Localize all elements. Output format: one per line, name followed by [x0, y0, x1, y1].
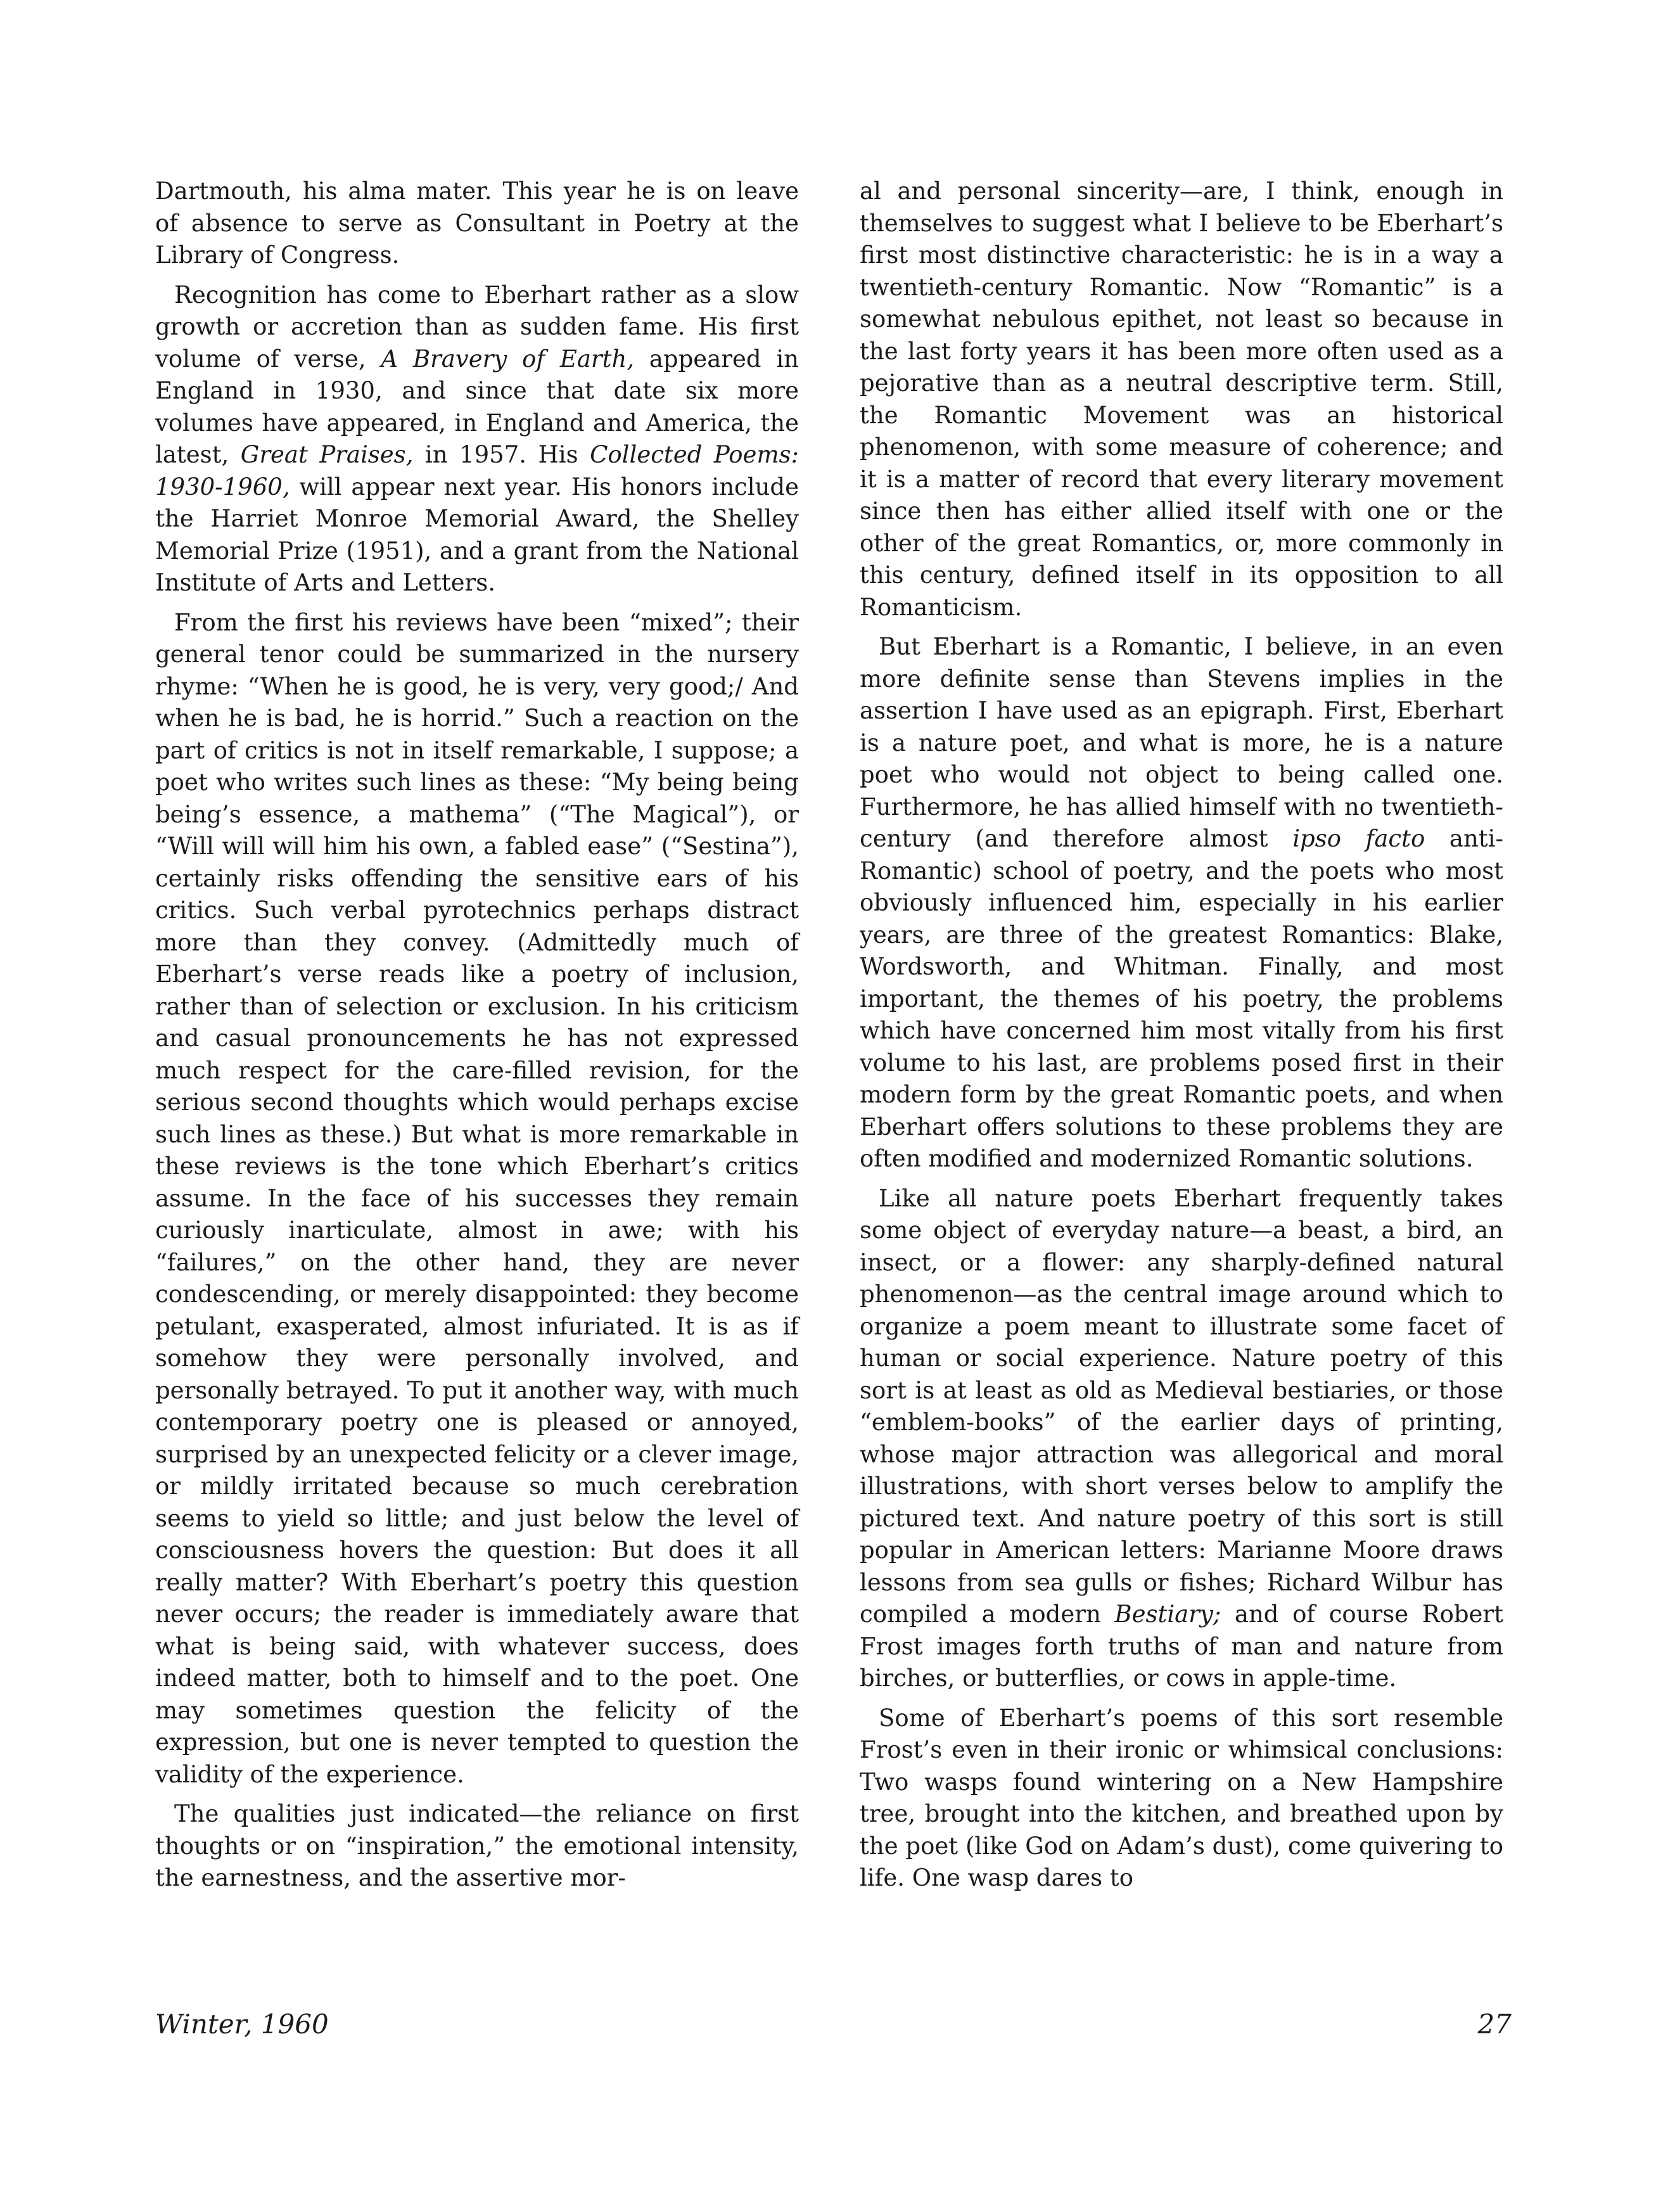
text-run: in 1957. His [413, 441, 590, 468]
text-run: But Eberhart is a Romantic, I believe, in an even more definite sense than Stevens implies in the assertion I have used as an epigraph. First, Eberhart is a nature poet, and what is more, he is a nature poet who would not object to being called one. Furthermore, he has allied himself with no twentieth-century (and therefore almost [860, 633, 1503, 852]
right-column [860, 176, 1503, 1902]
paragraph: The qualities just indicated—the reliance on first thoughts or on “inspiration,” the emotional intensity, the earnestness, and the assertive mor- [155, 1800, 799, 1891]
book-title: A Bravery of Earth, [381, 345, 635, 373]
text-run: will appear next year. His honors include the Harriet Monroe Memorial Award, the Shelley Memorial Prize (1951), and a grant from the National Institute of Arts and Letters. [155, 473, 799, 596]
paragraph: al and personal sincerity—are, I think, enough in themselves to suggest what I believe to be Eberhart’s first most distinctive characteristic: he is in a way a twentieth-century Romantic. Now “Romantic” is a somewhat nebulous epithet, not least so because in the last forty years it has been more often used as a pejorative than as a neutral descriptive term. Still, the Romantic Movement was an historical phenomenon, with some measure of coherence; and it is a matter of record that every literary movement since then has either allied itself with one or the other of the great Romantics, or, more commonly in this century, defined itself in its opposition to all Romanticism. [860, 177, 1503, 621]
text-run: Like all nature poets Eberhart frequently takes some object of everyday nature—a beast, a bird, an insect, or a flower: any sharply-defined natural phenomenon—as the central image around which to organize a poem meant to illustrate some facet of human or social experience. Nature poetry of this sort is at least as old as Medieval bestiaries, or those “emblem-books” of the earlier days of printing, whose major attraction was allegorical and moral illustrations, with short verses below to amplify the pictured text. And nature poetry of this sort is still popular in American letters: Marianne Moore draws lessons from sea gulls or fishes; Richard Wilbur has compiled a modern [860, 1184, 1503, 1628]
paragraph: From the first his reviews have been “mixed”; their general tenor could be summarized in the nursery rhyme: “When he is good, he is very, very good;/ And when he is bad, he is horrid.” Such a reaction on the part of critics is not in itself remarkable, I suppose; a poet who writes such lines as these: “My being being being’s essence, a mathema” (“The Magical”), or “Will will will him his own, a fabled ease” (“Sestina”), certainly risks offending the sensitive ears of his critics. Such verbal pyrotechnics perhaps distract more than they convey. (Admittedly much of Eberhart’s verse reads like a poetry of inclusion, rather than of selection or exclusion. In his criticism and casual pronouncements he has not expressed much respect for the care-filled revision, for the serious second thoughts which would perhaps excise such lines as these.) But what is more remarkable in these reviews is the tone which Eberhart’s critics assume. In the face of his successes they remain curiously inarticulate, almost in awe; with his “failures,” on the other hand, they are never condescending, or merely disappointed: they become petulant, exasperated, almost infuriated. It is as if somehow they were personally involved, and personally betrayed. To put it another way, with much contemporary poetry one is pleased or annoyed, surprised by an unexpected felicity or a clever image, or mildly irritated because so much cerebration seems to yield so little; and just below the level of consciousness hovers the question: But does it all really matter? With Eberhart’s poetry this question never occurs; the reader is immediately aware that what is being said, with whatever success, does indeed matter, both to himself and to the poet. One may sometimes question the felicity of the expression, but one is never tempted to question the validity of the experience. [155, 608, 799, 1788]
paragraph [155, 279, 799, 599]
text-run: appeared in England in 1930, and since that date six more volumes have appeared, in England and America, the latest, [155, 345, 799, 468]
page-number: 27 [1477, 2009, 1512, 2040]
text-run: and of course Robert Frost images forth truths of man and nature from birches, or butterflies, or cows in apple-time. [860, 1601, 1503, 1692]
paragraph [860, 631, 1503, 1175]
italic-phrase: ipso facto [1292, 825, 1425, 852]
left-column [155, 176, 799, 1902]
text-run: anti-Romantic) school of poetry, and the poets who most obviously influenced him, especially in his earlier years, are three of the greatest Romantics: Blake, Wordsworth, and Whitman. Finally, and most important, the themes of his poetry, the problems which have concerned him most vitally from his first volume to his last, are problems posed first in their modern form by the great Romantic poets, and when Eberhart offers solutions to these problems they are often modified and modernized Romantic solutions. [860, 825, 1503, 1172]
paragraph [860, 1183, 1503, 1695]
paragraph: Some of Eberhart’s poems of this sort resemble Frost’s even in their ironic or whimsical conclusions: Two wasps found wintering on a New Hampshire tree, brought into the kitchen, and breathed upon by the poet (like God on Adam’s dust), come quivering to life. One wasp dares to [860, 1704, 1503, 1891]
book-title: Collected Poems: 1930-1960, [155, 441, 799, 501]
text-run: Recognition has come to Eberhart rather as a slow growth or accretion than as sudden fame. His first volume of verse, [155, 281, 799, 373]
book-title: Bestiary; [1114, 1601, 1221, 1628]
issue-footer: Winter, 1960 [155, 2009, 329, 2040]
paragraph: Dartmouth, his alma mater. This year he is on leave of absence to serve as Consultant in Poetry at the Library of Congress. [155, 177, 799, 269]
book-title: Great Praises, [240, 441, 414, 468]
